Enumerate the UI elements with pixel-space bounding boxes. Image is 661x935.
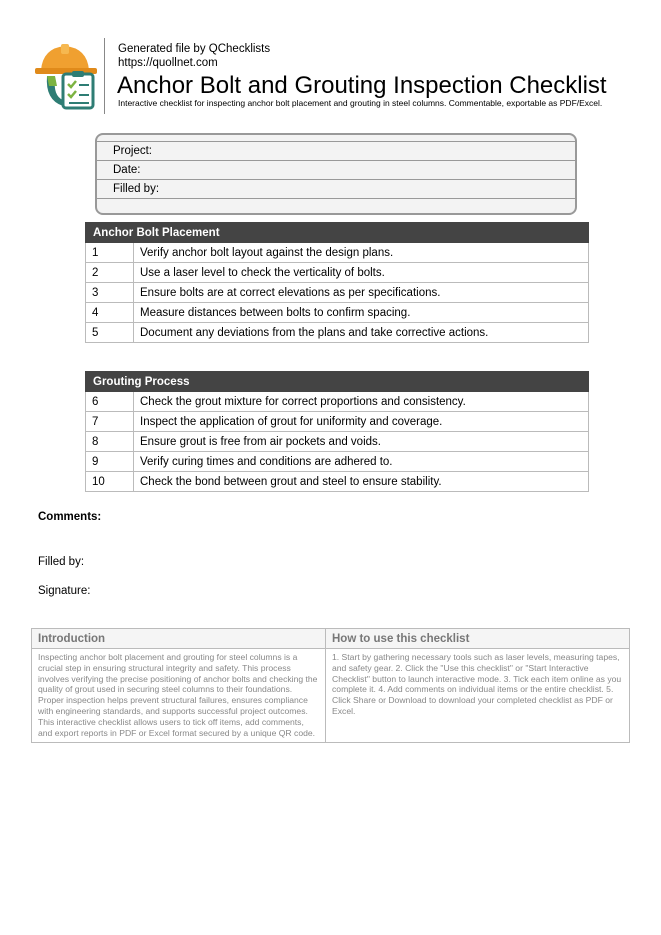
date-field[interactable] xyxy=(97,161,575,180)
checklist-row[interactable] xyxy=(86,452,589,472)
introduction-text: Inspecting anchor bolt placement and grouting for steel columns is a crucial step in ensuring structural integrity and safety. This process involves verifying the precise positioning of anchor bolts and checking the quality of grout used in securing steel columns to their foundations. Proper inspection helps prevent structural failures, ensures compliance with engineering standards, and supports successful project outcomes. This interactive checklist allows users to tick off items, add comments, and export reports in PDF or Excel format secured by a unique QR code. xyxy=(32,649,326,743)
section-title: Anchor Bolt Placement xyxy=(86,223,589,243)
item-text: Verify curing times and conditions are adhered to. xyxy=(134,452,589,472)
section-title: Grouting Process xyxy=(86,372,589,392)
checklist-row[interactable] xyxy=(86,263,589,283)
header-divider xyxy=(104,38,105,114)
section-anchor-bolt-placement xyxy=(85,222,589,343)
source-url-link[interactable]: https://quollnet.com xyxy=(118,57,218,69)
generated-by-text: Generated file by QChecklists xyxy=(118,43,271,55)
item-number: 4 xyxy=(86,303,134,323)
info-box xyxy=(95,133,577,215)
checklist-row[interactable] xyxy=(86,283,589,303)
page-subtitle: Interactive checklist for inspecting anchor bolt placement and grouting in steel columns. Commentable, exportable as PDF/Excel. xyxy=(118,98,603,108)
project-field[interactable] xyxy=(97,141,575,161)
item-text: Check the grout mixture for correct proportions and consistency. xyxy=(134,392,589,412)
item-text: Check the bond between grout and steel to ensure stability. xyxy=(134,472,589,492)
signature-label: Signature: xyxy=(38,585,91,597)
item-number: 3 xyxy=(86,283,134,303)
item-text: Measure distances between bolts to confirm spacing. xyxy=(134,303,589,323)
item-number: 6 xyxy=(86,392,134,412)
checklist-row[interactable] xyxy=(86,303,589,323)
item-text: Use a laser level to check the verticality of bolts. xyxy=(134,263,589,283)
item-text: Verify anchor bolt layout against the design plans. xyxy=(134,243,589,263)
item-number: 10 xyxy=(86,472,134,492)
checklist-row[interactable] xyxy=(86,432,589,452)
item-number: 9 xyxy=(86,452,134,472)
item-text: Document any deviations from the plans and take corrective actions. xyxy=(134,323,589,343)
item-number: 7 xyxy=(86,412,134,432)
item-number: 5 xyxy=(86,323,134,343)
item-text: Inspect the application of grout for uniformity and coverage. xyxy=(134,412,589,432)
checklist-row[interactable] xyxy=(86,412,589,432)
checklist-row[interactable] xyxy=(86,243,589,263)
section-grouting-process xyxy=(85,371,589,492)
how-to-text: 1. Start by gathering necessary tools such as laser levels, measuring tapes, and safety gear. 2. Click the "Use this checklist" or "Start Interactive Checklist" button to launch interactive mode. 3. Tick each item online as you complete it. 4. Add comments on individual items or the entire checklist. 5. Click Share or Download to download your completed checklist as PDF or Excel. xyxy=(326,649,630,743)
checklist-row[interactable] xyxy=(86,472,589,492)
filled-by-footer-label: Filled by: xyxy=(38,556,85,568)
date-label: Date: xyxy=(113,164,141,176)
item-text: Ensure grout is free from air pockets and voids. xyxy=(134,432,589,452)
how-to-heading: How to use this checklist xyxy=(326,629,630,649)
project-label: Project: xyxy=(113,145,152,157)
item-number: 2 xyxy=(86,263,134,283)
qchecklists-logo-icon xyxy=(33,40,103,112)
item-number: 1 xyxy=(86,243,134,263)
introduction-heading: Introduction xyxy=(32,629,326,649)
filled-by-label: Filled by: xyxy=(113,183,160,195)
item-text: Ensure bolts are at correct elevations as per specifications. xyxy=(134,283,589,303)
item-number: 8 xyxy=(86,432,134,452)
page-title: Anchor Bolt and Grouting Inspection Checklist xyxy=(117,72,607,99)
bottom-info-table xyxy=(31,628,630,743)
checklist-row[interactable] xyxy=(86,392,589,412)
comments-label: Comments: xyxy=(38,511,102,523)
checklist-row[interactable] xyxy=(86,323,589,343)
filled-by-field[interactable] xyxy=(97,180,575,199)
